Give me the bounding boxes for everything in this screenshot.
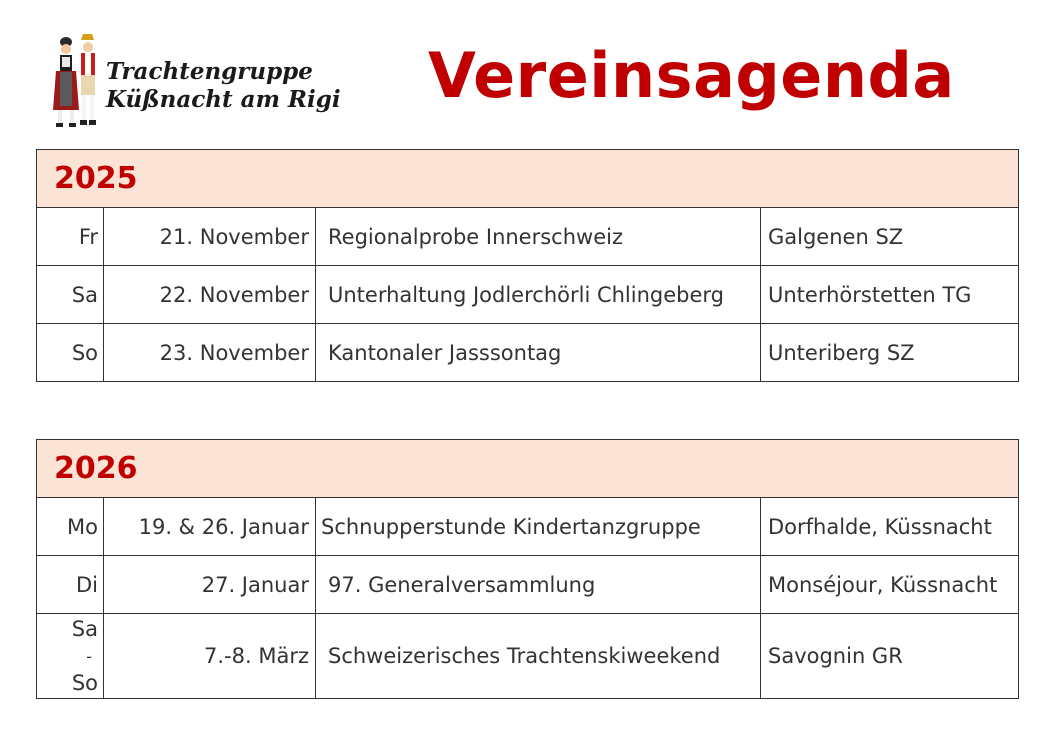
- event-row: [37, 208, 1019, 266]
- event-name: Unterhaltung Jodlerchörli Chlingeberg: [316, 266, 761, 324]
- event-location: Dorfhalde, Küssnacht: [761, 498, 1019, 556]
- event-name: Kantonaler Jasssontag: [316, 324, 761, 382]
- event-name: 97. Generalversammlung: [316, 556, 761, 614]
- event-row: [37, 556, 1019, 614]
- agenda-table-2026: [36, 439, 1019, 699]
- event-name: Schweizerisches Trachtenskiweekend: [316, 614, 761, 699]
- event-location: Unteriberg SZ: [761, 324, 1019, 382]
- event-date: 21. November: [104, 208, 316, 266]
- event-row: [37, 324, 1019, 382]
- event-day-end: So: [71, 670, 98, 695]
- page-title: Vereinsagenda: [428, 39, 955, 112]
- event-day-start: Sa: [71, 616, 98, 641]
- year-header-row: [37, 440, 1019, 498]
- event-name: Regionalprobe Innerschweiz: [316, 208, 761, 266]
- event-day: Sa: [37, 266, 104, 324]
- year-label: 2026: [37, 440, 1019, 498]
- logo-line-1: Trachtengruppe: [106, 58, 313, 85]
- year-header-row: [37, 150, 1019, 208]
- logo-line-2: Küßnacht am Rigi: [106, 86, 341, 113]
- event-day: Fr: [37, 208, 104, 266]
- agenda-table-2025: [36, 149, 1019, 382]
- club-logo: [48, 30, 341, 132]
- event-day: So: [37, 324, 104, 382]
- event-date: 22. November: [104, 266, 316, 324]
- costume-couple-icon: [48, 30, 104, 132]
- event-row: [37, 266, 1019, 324]
- event-location: Monséjour, Küssnacht: [761, 556, 1019, 614]
- logo-text: [106, 58, 341, 114]
- event-date: 27. Januar: [104, 556, 316, 614]
- event-location: Savognin GR: [761, 614, 1019, 699]
- event-date: 23. November: [104, 324, 316, 382]
- event-day: Di: [37, 556, 104, 614]
- event-day-range: [37, 614, 104, 699]
- event-location: Unterhörstetten TG: [761, 266, 1019, 324]
- event-row: [37, 498, 1019, 556]
- event-date: 7.-8. März: [104, 614, 316, 699]
- event-date: 19. & 26. Januar: [104, 498, 316, 556]
- event-name: Schnupperstunde Kindertanzgruppe: [316, 498, 761, 556]
- event-day-separator: -: [86, 646, 92, 666]
- event-location: Galgenen SZ: [761, 208, 1019, 266]
- event-day: Mo: [37, 498, 104, 556]
- event-row: [37, 614, 1019, 699]
- year-label: 2025: [37, 150, 1019, 208]
